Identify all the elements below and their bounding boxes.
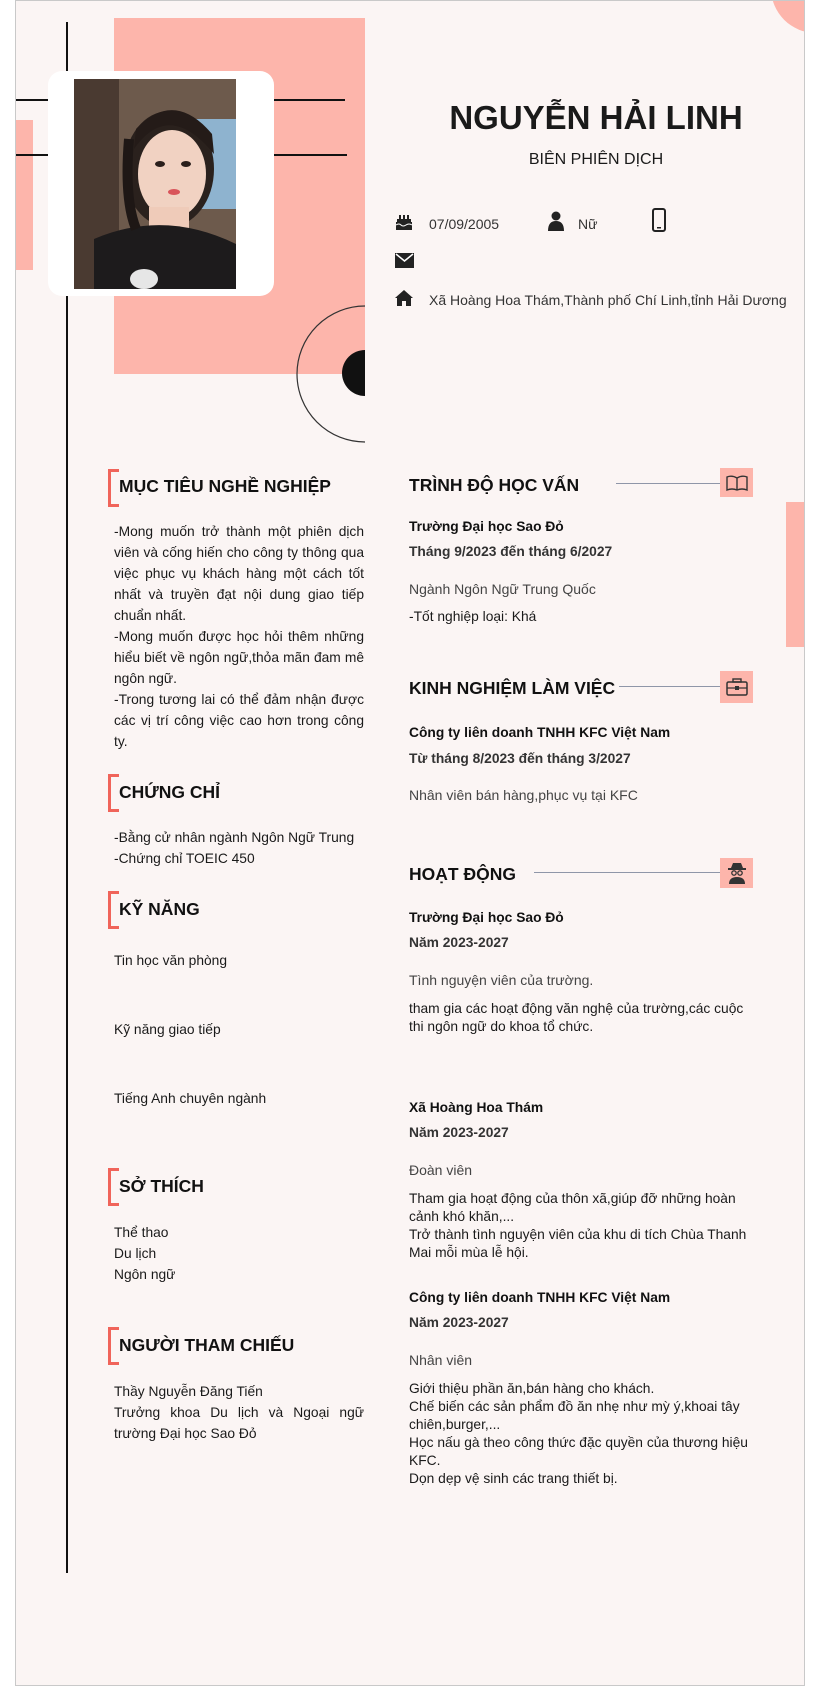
activity-3-role: Nhân viên xyxy=(409,1352,473,1368)
reference-position: Trưởng khoa Du lịch và Ngoại ngữ trường Đại học Sao Đỏ xyxy=(114,1405,364,1441)
references-text xyxy=(114,1381,364,1444)
certificate-item: -Bằng cử nhân ngành Ngôn Ngữ Trung xyxy=(114,830,355,845)
activity-3-desc xyxy=(409,1380,758,1488)
education-period: Tháng 9/2023 đến tháng 6/2027 xyxy=(409,544,613,559)
hobbies-bracket xyxy=(108,1168,119,1206)
activity-2-desc-line: Trở thành tình nguyện viên của khu di tích Chùa Thanh Mai mỗi mùa lễ hội. xyxy=(409,1227,747,1260)
education-rule xyxy=(616,483,720,484)
education-title: TRÌNH ĐỘ HỌC VẤN xyxy=(409,475,580,495)
education-detail: -Tốt nghiệp loại: Khá xyxy=(409,609,537,624)
header-line-2a xyxy=(16,154,50,156)
activity-1-role: Tình nguyện viên của trường. xyxy=(409,972,594,988)
activity-2-period: Năm 2023-2027 xyxy=(409,1125,509,1140)
objective-paragraph-2: -Mong muốn được học hỏi thêm những hiểu biết về ngôn ngữ,thỏa mãn đam mê ngôn ngữ. xyxy=(114,629,364,686)
objective-paragraph-1: -Mong muốn trở thành một phiên dịch viên và cống hiến cho công ty thông qua việc phục vụ khách hàng một cách tốt nhất và truyền đạt nội dung giao tiếp chuẩn nhất. xyxy=(114,524,364,623)
certificates-list xyxy=(114,827,364,869)
activity-2-role: Đoàn viên xyxy=(409,1162,473,1178)
right-pink-strip xyxy=(786,502,804,647)
activity-2-org: Xã Hoàng Hoa Thám xyxy=(409,1100,544,1115)
activity-2-desc-line: Tham gia hoạt động của thôn xã,giúp đỡ những hoàn cảnh khó khăn,... xyxy=(409,1191,736,1224)
header-line-1a xyxy=(16,99,50,101)
gender-value: Nữ xyxy=(578,216,598,232)
references-bracket xyxy=(108,1327,119,1365)
activities-title: HOẠT ĐỘNG xyxy=(409,864,516,884)
objective-bracket xyxy=(108,469,119,507)
hobby-item: Ngôn ngữ xyxy=(114,1267,176,1282)
activities-icon-box xyxy=(720,858,753,888)
activities-rule xyxy=(534,872,720,873)
education-icon-box xyxy=(720,468,753,497)
skills-title: KỸ NĂNG xyxy=(119,899,200,919)
experience-title: KINH NGHIỆM LÀM VIỆC xyxy=(409,678,616,698)
skill-item: Tin học văn phòng xyxy=(114,953,228,968)
cake-icon xyxy=(395,213,413,231)
skills-bracket xyxy=(108,891,119,929)
education-major: Ngành Ngôn Ngữ Trung Quốc xyxy=(409,581,596,597)
header-line-2b xyxy=(272,154,347,156)
experience-icon-box xyxy=(720,671,753,703)
experience-period: Từ tháng 8/2023 đến tháng 3/2027 xyxy=(409,751,631,766)
skill-item: Kỹ năng giao tiếp xyxy=(114,1022,221,1037)
home-icon xyxy=(394,289,414,307)
objective-text xyxy=(114,521,364,752)
activity-3-desc-line: Học nấu gà theo công thức đặc quyền của thương hiệu KFC. xyxy=(409,1435,748,1468)
activity-1-desc: tham gia các hoạt động văn nghệ của trường,các cuộc thi ngôn ngữ do khoa tổ chức. xyxy=(409,1001,744,1034)
experience-position: Nhân viên bán hàng,phục vụ tại KFC xyxy=(409,787,638,803)
person-icon xyxy=(547,211,565,231)
experience-company: Công ty liên doanh TNHH KFC Việt Nam xyxy=(409,725,671,740)
hobby-item: Du lịch xyxy=(114,1246,157,1261)
certificates-title: CHỨNG CHỈ xyxy=(119,782,221,802)
header-line-1b xyxy=(272,99,345,101)
activity-3-period: Năm 2023-2027 xyxy=(409,1315,509,1330)
education-school: Trường Đại học Sao Đỏ xyxy=(409,519,564,534)
briefcase-icon xyxy=(726,678,748,696)
activity-1-period: Năm 2023-2027 xyxy=(409,935,509,950)
detective-icon xyxy=(727,862,747,884)
skill-item: Tiếng Anh chuyên ngành xyxy=(114,1091,267,1106)
book-icon xyxy=(726,475,748,491)
objective-paragraph-3: -Trong tương lai có thể đảm nhận được các vị trí công việc cao hơn trong công ty. xyxy=(114,692,364,749)
job-title: BIÊN PHIÊN DỊCH xyxy=(528,151,664,168)
experience-rule xyxy=(619,686,720,687)
activity-1-org: Trường Đại học Sao Đỏ xyxy=(409,910,564,925)
profile-photo xyxy=(74,79,236,289)
envelope-icon xyxy=(395,253,414,268)
left-pink-strip xyxy=(16,120,33,270)
hobbies-list xyxy=(114,1222,175,1285)
hobbies-title: SỞ THÍCH xyxy=(119,1176,204,1196)
references-title: NGƯỜI THAM CHIẾU xyxy=(119,1335,295,1355)
hobby-item: Thể thao xyxy=(114,1225,169,1240)
activity-3-org: Công ty liên doanh TNHH KFC Việt Nam xyxy=(409,1290,671,1305)
objective-title: MỤC TIÊU NGHỀ NGHIỆP xyxy=(119,476,331,496)
activity-2-desc xyxy=(409,1190,758,1262)
reference-name: Thầy Nguyễn Đăng Tiến xyxy=(114,1384,263,1399)
birthday-value: 07/09/2005 xyxy=(429,216,500,232)
header-arc-decoration xyxy=(286,301,366,446)
cv-page xyxy=(15,0,805,1686)
activity-3-desc-line: Chế biến các sản phẩm đồ ăn nhẹ như mỳ ý,khoai tây chiên,burger,... xyxy=(409,1399,740,1432)
certificate-item: -Chứng chỉ TOEIC 450 xyxy=(114,851,255,866)
phone-icon xyxy=(652,208,666,232)
address-value: Xã Hoàng Hoa Thám,Thành phố Chí Linh,tỉnh Hải Dương xyxy=(429,292,787,308)
certificates-bracket xyxy=(108,774,119,812)
corner-pink-circle xyxy=(771,0,805,33)
activity-3-desc-line: Dọn dẹp vệ sinh các trang thiết bị. xyxy=(409,1471,618,1486)
full-name: NGUYỄN HẢI LINH xyxy=(449,99,743,136)
activity-3-desc-line: Giới thiệu phần ăn,bán hàng cho khách. xyxy=(409,1381,655,1396)
